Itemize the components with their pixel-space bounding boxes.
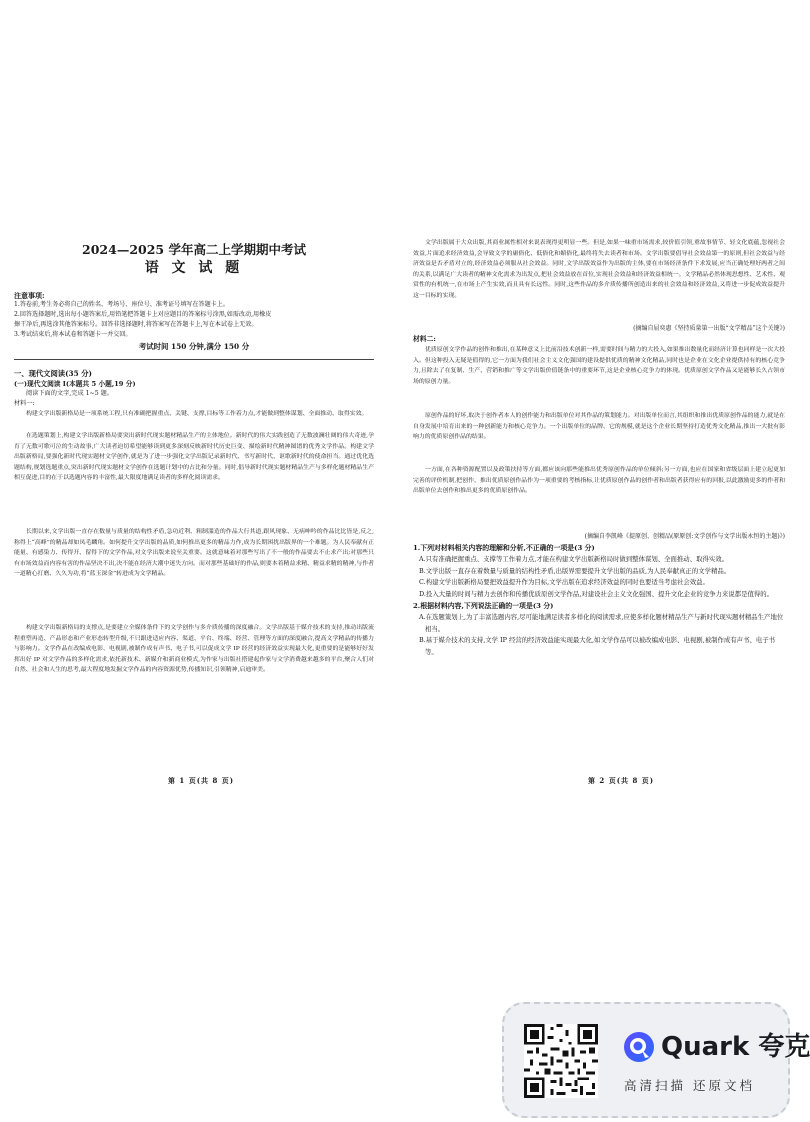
material-paragraph: 构建文学出版新格局是一项系统工程,只有准确把握重点、关键、支撑,目标等工作着力点,才能做到整体谋划、全面推动、取得实效。 bbox=[26, 411, 368, 417]
exam-title: 2024—2025 学年高二上学期期中考试 bbox=[82, 242, 306, 257]
notice-item: 擦干净后,再选涂其他答案标号。回答非选择题时,将答案写在答题卡上,写在本试卷上无效。 bbox=[14, 321, 258, 328]
material-paragraph: 构建文学出版新格局的支撑点,是要建立全媒体条件下的文学创作与多介质传播的深度融合。文学出版基于媒介技术的支持,推动出版流程重塑再造、产品形态和产业形态转型升级,不只跟进适应内容、渠道、平台、终端、经营、管理等方面的深度融合,提高文学精品的传播力与影响力。文学作品在改编成电影、电视剧,被制作成有声书、电子书,可以促成文学 IP 经营的经济效益实现最大化,更重要的是能够好好发挥出好 IP 对文学作品的多样化需求,依托新技术、新媒介和新商业模式,为作家与出版社搭建起作家与文学消费越来越多的平台,聚合人们对自然、社会和人生的思考,最大程度地发掘文学作品的内容资源优势,传播知识,引领精神,启迪审美。 bbox=[14, 625, 374, 674]
exam-page-2 bbox=[413, 238, 785, 768]
question-option: D.投入大量的时间与精力去创作和传播优质原创文学作品,对建设社会主义文化强国、提升文化企业的竞争力来说都是值得的。 bbox=[419, 589, 774, 598]
material-label: 材料二: bbox=[413, 335, 436, 343]
material-paragraph: 优质原创文学作品的创作和推出,在某种意义上比前沿技术创新一样,需要时间与精力的大投入,如果推出数量化而经济计算也同样是一次大投入。但这种投入无疑是值得的,它一方面为我们社会主义文化强国的建设提供优质的精神文化精品,同时也是企业在文化企业提供持有的核心竞争力,且除去了在复制、生产、营销和推广等文学出版价值链条中的重要环节,这是企业核心竞争力的体现。优质原创文学作品又是能够长久占领市场的原创力量。 bbox=[413, 347, 785, 385]
notice-item: 2.回答选择题时,选出每小题答案后,用铅笔把答题卡上对应题目的答案标号涂黑,如需改动,用橡皮 bbox=[14, 311, 272, 318]
page-footer: 第 1 页(共 8 页) bbox=[168, 776, 235, 785]
question-option: A.在选题策划上,为了丰富选题内容,尽可能地满足读者多样化的阅读需求,应使多样化题材精品生产与新时代现实题材精品生产地位相当。 bbox=[419, 613, 784, 633]
material-source: (摘编自李凯峰《提原创、创精品(原原创:文学创作与文学出版永恒的主题)》) bbox=[584, 533, 785, 540]
material-paragraph: 文学出版属于大众出版,其商业属性相对来说表现得更明显一些。但是,如果一味重市场需求,较价值引领,重故事情节、轻文化底蕴,忽视社会效益,片面追求经济效益,会导致文学的庸俗化、低俗化和媚俗化,最终将失去读者和市场。文学出版要倡导社会效益第一的原则,但社会效益与经济效益是否矛盾对立的,经济效益必须服从社会效益。同时,文学出版效益作为出版的主体,要在市场经济条件下求发展,应当正确处理好两者之间的关系,以满足广大读者的精神文化需求为出发点,把社会效益放在首位,实现社会效益和经济效益相统一。文学精品必然体现思想性、艺术性、观赏性的有机统一,在市场上产生实效,而且具有长远性。同时,这些作品的多介质传播所创造出来的社会效益和经济效益,又将进一步促成效益提升这一目标的实现。 bbox=[413, 240, 785, 299]
page-footer: 第 2 页(共 8 页) bbox=[588, 776, 655, 785]
question-option: A.只有准确把握重点、支撑等工作着力点,才能在构建文学出版新格局时做到整体谋划、全面推动、取得实效。 bbox=[419, 555, 729, 563]
material-source: (摘编自屈奕惠《坚持质量第一出版“文学精品”这个关键》) bbox=[633, 325, 785, 332]
material-paragraph: 长期以来,文学出版一直存在数量与质量的结构性矛盾,急功近利、粗制滥造的作品大行其道,跟风现象、无病呻吟的作品比比皆是,反之,称得上“高峰”的精品却如凤毛麟角。如何提升文学出版的品质,如何推出更多的精品力作,成为长期困扰出版界的一个难题。为人民奉献有正能量、有感染力、传得开、留得下的文学作品,对文学出版来说至关重要。这就意味着对那些写出了不一般的作品要去不止求产出;对那些只有市场效益而内容有害的作品坚决不出,决不能在经济大潮中迷失方向。而对那些基础好的作品,则要本着精益求精、精益求精的精神,与作者一道精心打磨、久久为功,将“蓝玉深金”转进成为文学精品。 bbox=[14, 529, 374, 578]
material-label: 材料一: bbox=[14, 400, 35, 407]
brand-tagline: 高清扫描 还原文档 bbox=[624, 1078, 755, 1093]
notice-item: 1.答卷前,考生务必将自己的姓名、考场号、座位号、准考证号填写在答题卡上。 bbox=[14, 301, 229, 308]
material-paragraph: 原创作品的好坏,取决于创作者本人的创作能力和出版单位对其作品的策划能力。对出版单位而言,其组织和推出优质原创作品的能力,就是在自身发展中培育出来的一种创新能力和核心竞争力。一个出版单位的品牌、它的规模,就是这个企业长期坚持打造优秀文化精品,推出一大批有影响力的优质原创作品的结果。 bbox=[413, 413, 785, 441]
quark-logo-icon bbox=[622, 1030, 656, 1064]
question-option: B.文学出版一直存在着数量与质量的结构性矛盾,出版界需要提升文学出版的品质,为人民奉献真正的文学精品。 bbox=[419, 566, 731, 575]
notice-item: 3.考试结束后,将本试卷和答题卡一并交回。 bbox=[14, 331, 132, 338]
reading-instruction: 阅读下面的文字,完成 1~5 题。 bbox=[26, 390, 114, 397]
brand-name: Quark 夸克 bbox=[661, 1032, 810, 1062]
subsection-heading: (一)现代文阅读 I(本题共 5 小题,19 分) bbox=[14, 380, 136, 388]
question-stem: 1.下列对材料相关内容的理解和分析,不正确的一项是(3 分) bbox=[413, 544, 595, 552]
exam-page-1 bbox=[14, 236, 374, 766]
time-info: 考试时间 150 分钟,满分 150 分 bbox=[138, 342, 250, 351]
quark-scan-badge[interactable] bbox=[502, 1002, 810, 1118]
material-paragraph: 在选题策划上,构建文学出版新格局要突出新时代现实题材精品生产的主体地位。新时代的伟大实践创造了无数波澜壮阔的伟大奇迹,孕育了无数可歌可泣的生动故事,广大读者迫切希望能够读到更多深刻反映新时代历史巨变、描绘新时代精神图谱的优秀文学作品。构建文学出版新格局,要强化新时代现实题材文学创作,就是为了进一步强化文学出版记录新时代、书写新时代、讴歌新时代的使命担当。通过优化选题结构,规划选题重点,突出新时代现实题材文学创作在选题计划中的占比和分量。同时,倡导新时代现实题材精品生产与多样化题材精品生产相互促进,目的在于以选题内容的丰富性,最大限度地满足读者的多样化阅读需求。 bbox=[14, 433, 374, 482]
question-stem: 2.根据材料内容,下列说法正确的一项是(3 分) bbox=[413, 602, 554, 610]
question-option: B.基于媒介技术的支持,文学 IP 经营的经济效益能实现最大化,如文学作品可以被改编成电影、电视剧,被制作成有声书、电子书等。 bbox=[419, 636, 776, 656]
qr-code-icon[interactable] bbox=[524, 1024, 598, 1098]
divider bbox=[14, 359, 374, 360]
notice-heading: 注意事项: bbox=[14, 291, 45, 300]
material-paragraph: 一方面,在各种资源配置以及政策扶持等方面,都应该向那些能推出优秀原创作品的单位倾斜;另一方面,也应在国家和省级层面上建立起更加完善的评价机制,把创作、推出优质原创作品作为一项重要的考核指标,让优质原创作品的创作者和出版者获得应有的回报,以此激励更多的作者和出版单位去创作和推出更多的优质原创作品。 bbox=[413, 467, 785, 495]
exam-subtitle: 语 文 试 题 bbox=[144, 260, 244, 276]
section-heading: 一、现代文阅读(35 分) bbox=[14, 369, 92, 378]
question-option: C.构建文学出版新格局要把效益提升作为目标,文学出版在追求经济效益的同时也要适当考虑社会效益。 bbox=[419, 578, 709, 586]
